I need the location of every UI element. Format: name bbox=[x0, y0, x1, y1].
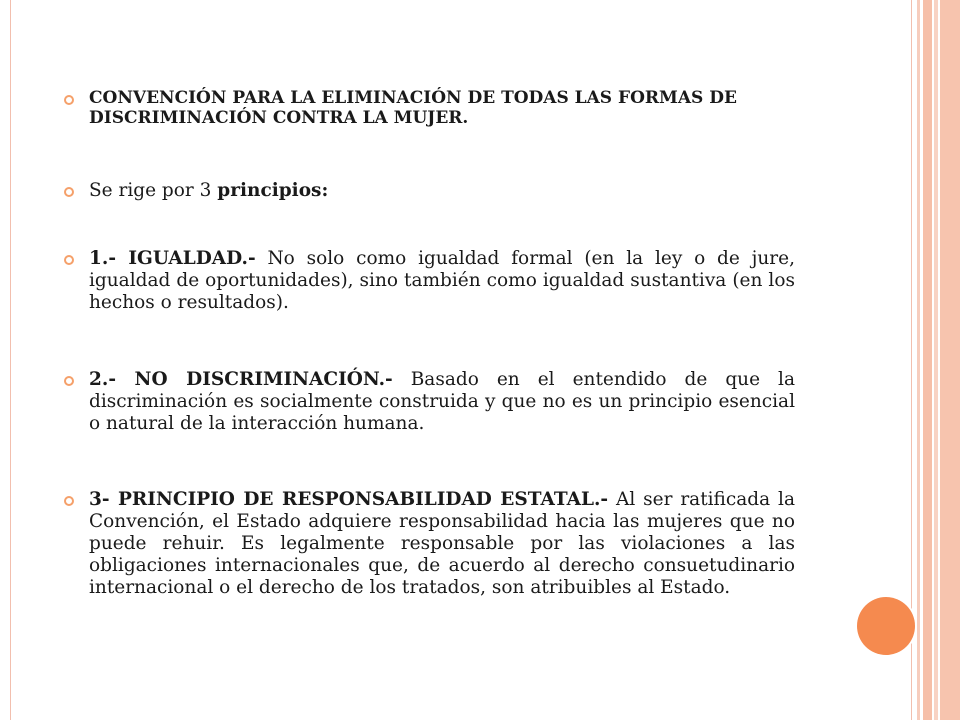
principle-text: Basado en el entendido de que la discriminación es socialmente construida y que no es un principio esencial o natural de la interacción humana. bbox=[89, 369, 795, 434]
decorative-circle-icon bbox=[857, 597, 915, 655]
decorative-stripe bbox=[923, 0, 932, 720]
intro-text: Se rige por 3 bbox=[89, 180, 218, 201]
bullet-icon bbox=[64, 187, 74, 197]
principle-3 bbox=[89, 489, 795, 599]
decorative-stripe bbox=[917, 0, 920, 720]
principle-label: 1.- IGUALDAD.- bbox=[89, 248, 256, 269]
intro-bold: principios: bbox=[217, 180, 329, 201]
principle-2 bbox=[89, 369, 795, 435]
principle-text: No solo como igualdad formal (en la ley o de jure, igualdad de oportunidades), sino también como igualdad sustantiva (en los hechos o resultados). bbox=[89, 248, 795, 313]
bullet-icon bbox=[64, 95, 74, 105]
bullet-icon bbox=[64, 255, 74, 265]
intro-line bbox=[89, 180, 795, 202]
heading-text: CONVENCIÓN PARA LA ELIMINACIÓN DE TODAS LAS FORMAS DE DISCRIMINACIÓN CONTRA LA MUJER. bbox=[89, 88, 737, 128]
decorative-stripe bbox=[940, 0, 960, 720]
principle-label: 2.- NO DISCRIMINACIÓN.- bbox=[89, 369, 393, 390]
bullet-icon bbox=[64, 496, 74, 506]
principle-label: 3- PRINCIPIO DE RESPONSABILIDAD ESTATAL.- bbox=[89, 489, 609, 510]
slide-heading bbox=[89, 88, 795, 128]
principle-1 bbox=[89, 248, 795, 314]
bullet-icon bbox=[64, 376, 74, 386]
principle-text: Al ser ratificada la Convención, el Estado adquiere responsabilidad hacia las mujeres que no puede rehuir. Es legalmente responsable por las violaciones a las obligaciones internacionales que, de acuerdo al derecho consuetudinario internacional o el derecho de los tratados, son atribuibles al Estado. bbox=[89, 489, 795, 598]
decorative-stripe bbox=[934, 0, 938, 720]
